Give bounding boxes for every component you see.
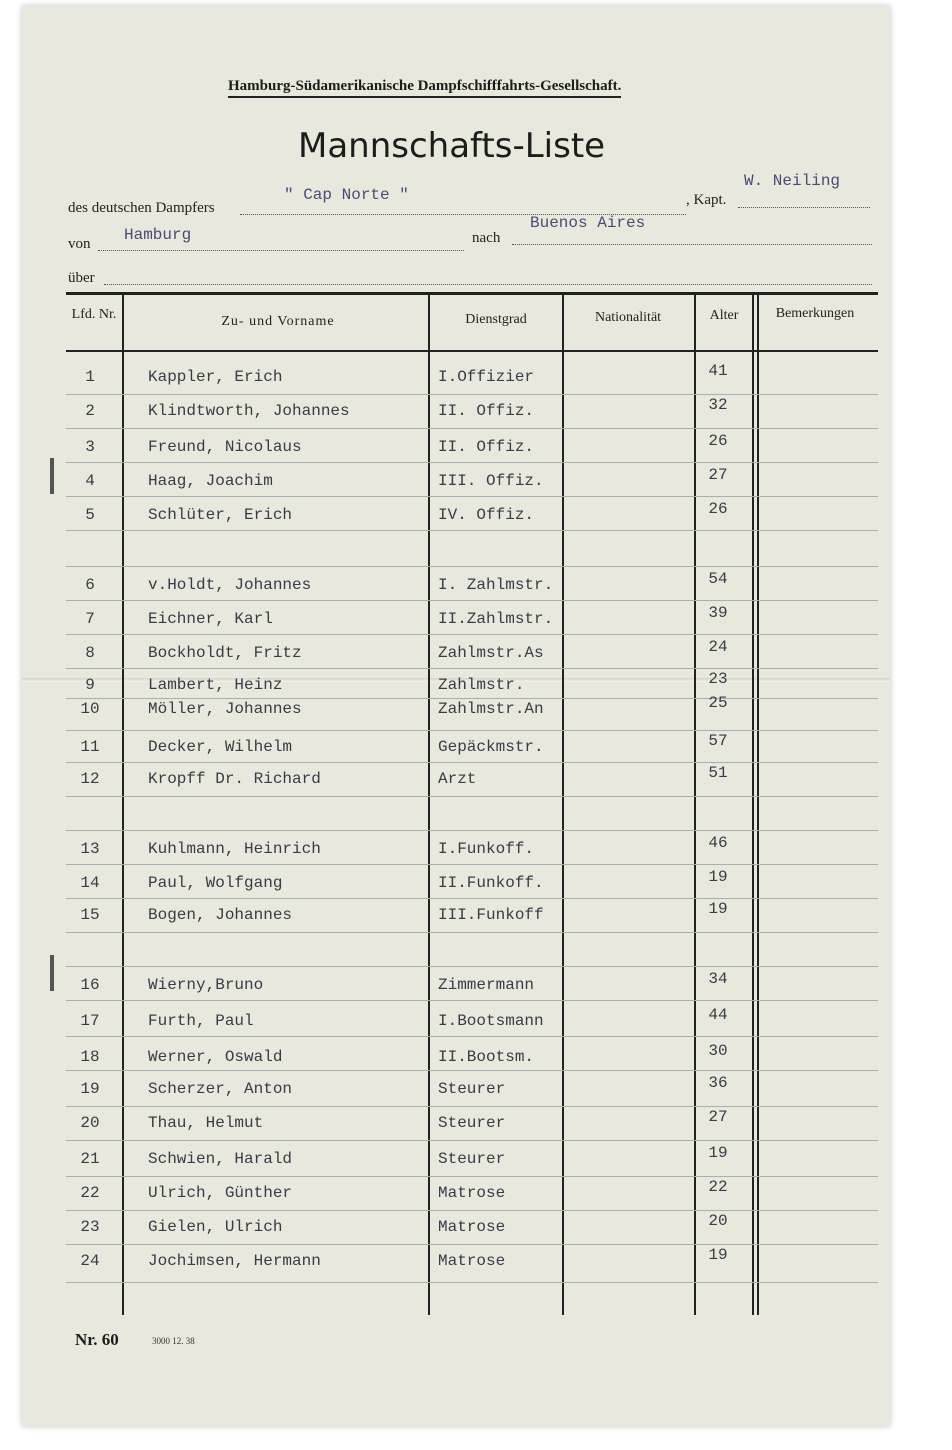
row-number: 19	[80, 1080, 100, 1098]
crew-age: 19	[708, 868, 728, 886]
crew-name: Furth, Paul	[148, 1012, 254, 1030]
ruling-line	[66, 830, 878, 831]
table-row	[0, 638, 952, 674]
table-row	[0, 466, 952, 502]
header-remarks: Bemerkungen	[775, 306, 855, 321]
crew-age: 46	[708, 834, 728, 852]
row-number: 9	[85, 676, 95, 694]
crew-name: Kappler, Erich	[148, 368, 283, 386]
ruling-line	[66, 730, 878, 731]
crew-name: Werner, Oswald	[148, 1048, 283, 1066]
crew-name: Kuhlmann, Heinrich	[148, 840, 321, 858]
crew-age: 30	[708, 1042, 728, 1060]
header-num: Lfd. Nr.	[71, 307, 117, 322]
row-number: 15	[80, 906, 100, 924]
crew-age: 27	[708, 1108, 728, 1126]
form-number: Nr. 60	[75, 1330, 119, 1349]
row-number: 17	[80, 1012, 100, 1030]
table-row	[0, 694, 952, 730]
ruling-line	[66, 1282, 878, 1283]
crew-age: 32	[708, 396, 728, 414]
print-code: 3000 12. 38	[152, 1336, 195, 1346]
crew-age: 54	[708, 570, 728, 588]
table-row	[0, 362, 952, 398]
crew-name: Klindtworth, Johannes	[148, 402, 350, 420]
crew-rank: Zimmermann	[438, 976, 535, 994]
row-number: 21	[80, 1150, 100, 1168]
table-row	[0, 1178, 952, 1214]
crew-rank: Steurer	[438, 1150, 506, 1168]
crew-name: Wierny,Bruno	[148, 976, 264, 994]
from-dotted-line	[98, 250, 464, 251]
row-number: 24	[80, 1252, 100, 1270]
crew-rank: Matrose	[438, 1218, 506, 1236]
crew-name: Jochimsen, Hermann	[148, 1252, 321, 1270]
crew-age: 34	[708, 970, 728, 988]
crew-rank: I.Offizier	[438, 368, 535, 386]
crew-name: Schlüter, Erich	[148, 506, 293, 524]
to-value: Buenos Aires	[530, 214, 646, 232]
header-nationality: Nationalität	[594, 310, 662, 325]
crew-age: 20	[708, 1212, 728, 1230]
row-number: 3	[85, 438, 95, 456]
crew-name: Bockholdt, Fritz	[148, 644, 302, 662]
row-number: 4	[85, 472, 95, 490]
crew-age: 27	[708, 466, 728, 484]
crew-name: Ulrich, Günther	[148, 1184, 293, 1202]
to-label: nach	[472, 230, 501, 246]
crew-name: Freund, Nicolaus	[148, 438, 302, 456]
crew-rank: Matrose	[438, 1252, 506, 1270]
row-number: 16	[80, 976, 100, 994]
via-dotted-line	[104, 284, 872, 285]
table-row	[0, 1246, 952, 1282]
table-row	[0, 1212, 952, 1248]
crew-name: Eichner, Karl	[148, 610, 273, 628]
via-label: über	[68, 270, 95, 286]
table-row	[0, 500, 952, 536]
crew-rank: III. Offiz.	[438, 472, 544, 490]
crew-age: 44	[708, 1006, 728, 1024]
crew-age: 19	[708, 1246, 728, 1264]
table-row	[0, 432, 952, 468]
crew-age: 26	[708, 432, 728, 450]
captain-label: , Kapt.	[686, 192, 727, 208]
ship-value: " Cap Norte "	[284, 186, 409, 204]
header-rank: Dienstgrad	[465, 312, 527, 327]
crew-rank: Steurer	[438, 1080, 506, 1098]
captain-dotted-line	[738, 207, 870, 208]
crew-rank: Arzt	[438, 770, 477, 788]
from-label: von	[68, 236, 91, 252]
table-row	[0, 570, 952, 606]
row-number: 14	[80, 874, 100, 892]
table-row	[0, 732, 952, 768]
crew-rank: II.Bootsm.	[438, 1048, 535, 1066]
crew-rank: Zahlmstr.	[438, 676, 525, 694]
crew-age: 19	[708, 1144, 728, 1162]
from-value: Hamburg	[124, 226, 192, 244]
crew-rank: III.Funkoff	[438, 906, 544, 924]
row-number: 18	[80, 1048, 100, 1066]
crew-age: 19	[708, 900, 728, 918]
crew-name: Lambert, Heinz	[148, 676, 283, 694]
table-row	[0, 900, 952, 936]
table-row	[0, 868, 952, 904]
crew-rank: Steurer	[438, 1114, 506, 1132]
crew-rank: Gepäckmstr.	[438, 738, 544, 756]
row-number: 20	[80, 1114, 100, 1132]
header-name: Zu- und Vorname	[221, 314, 335, 329]
crew-rank: II.Zahlmstr.	[438, 610, 554, 628]
row-number: 5	[85, 506, 95, 524]
crew-age: 22	[708, 1178, 728, 1196]
crew-rank: II.Funkoff.	[438, 874, 544, 892]
table-row	[0, 1108, 952, 1144]
crew-name: Scherzer, Anton	[148, 1080, 293, 1098]
row-number: 8	[85, 644, 95, 662]
table-row	[0, 834, 952, 870]
crew-age: 39	[708, 604, 728, 622]
ship-label: des deutschen Dampfers	[68, 200, 215, 216]
crew-age: 51	[708, 764, 728, 782]
crew-age: 25	[708, 694, 728, 712]
crew-rank: IV. Offiz.	[438, 506, 535, 524]
row-number: 11	[80, 738, 100, 756]
crew-name: Paul, Wolfgang	[148, 874, 283, 892]
table-row	[0, 396, 952, 432]
row-number: 13	[80, 840, 100, 858]
crew-rank: Zahlmstr.An	[438, 700, 544, 718]
row-number: 10	[80, 700, 100, 718]
crew-name: Decker, Wilhelm	[148, 738, 293, 756]
crew-rank: Matrose	[438, 1184, 506, 1202]
crew-age: 23	[708, 670, 728, 688]
row-number: 2	[85, 402, 95, 420]
crew-name: v.Holdt, Johannes	[148, 576, 312, 594]
row-number: 6	[85, 576, 95, 594]
crew-age: 41	[708, 362, 728, 380]
table-row	[0, 970, 952, 1006]
page-title: Mannschafts-Liste	[298, 126, 606, 166]
crew-rank: II. Offiz.	[438, 438, 535, 456]
crew-rank: I.Bootsmann	[438, 1012, 544, 1030]
captain-value: W. Neiling	[744, 172, 841, 190]
table-row	[0, 1144, 952, 1180]
crew-name: Bogen, Johannes	[148, 906, 293, 924]
row-number: 23	[80, 1218, 100, 1236]
crew-name: Thau, Helmut	[148, 1114, 264, 1132]
table-row	[0, 1042, 952, 1078]
ruling-line	[66, 966, 878, 967]
crew-name: Schwien, Harald	[148, 1150, 293, 1168]
header-age: Alter	[709, 308, 739, 323]
crew-rank: Zahlmstr.As	[438, 644, 544, 662]
crew-name: Kropff Dr. Richard	[148, 770, 321, 788]
crew-rank: I.Funkoff.	[438, 840, 535, 858]
table-row	[0, 604, 952, 640]
table-row	[0, 1074, 952, 1110]
crew-age: 36	[708, 1074, 728, 1092]
to-dotted-line	[512, 244, 872, 245]
crew-age: 26	[708, 500, 728, 518]
crew-age: 24	[708, 638, 728, 656]
crew-age: 57	[708, 732, 728, 750]
table-row	[0, 764, 952, 800]
crew-name: Haag, Joachim	[148, 472, 273, 490]
crew-rank: I. Zahlmstr.	[438, 576, 554, 594]
crew-rank: II. Offiz.	[438, 402, 535, 420]
ruling-line	[66, 566, 878, 567]
crew-name: Gielen, Ulrich	[148, 1218, 283, 1236]
row-number: 22	[80, 1184, 100, 1202]
row-number: 7	[85, 610, 95, 628]
row-number: 12	[80, 770, 100, 788]
company-name: Hamburg-Südamerikanische Dampfschifffahrts-Gesellschaft.	[228, 78, 621, 98]
table-row	[0, 1006, 952, 1042]
crew-name: Möller, Johannes	[148, 700, 302, 718]
row-number: 1	[85, 368, 95, 386]
